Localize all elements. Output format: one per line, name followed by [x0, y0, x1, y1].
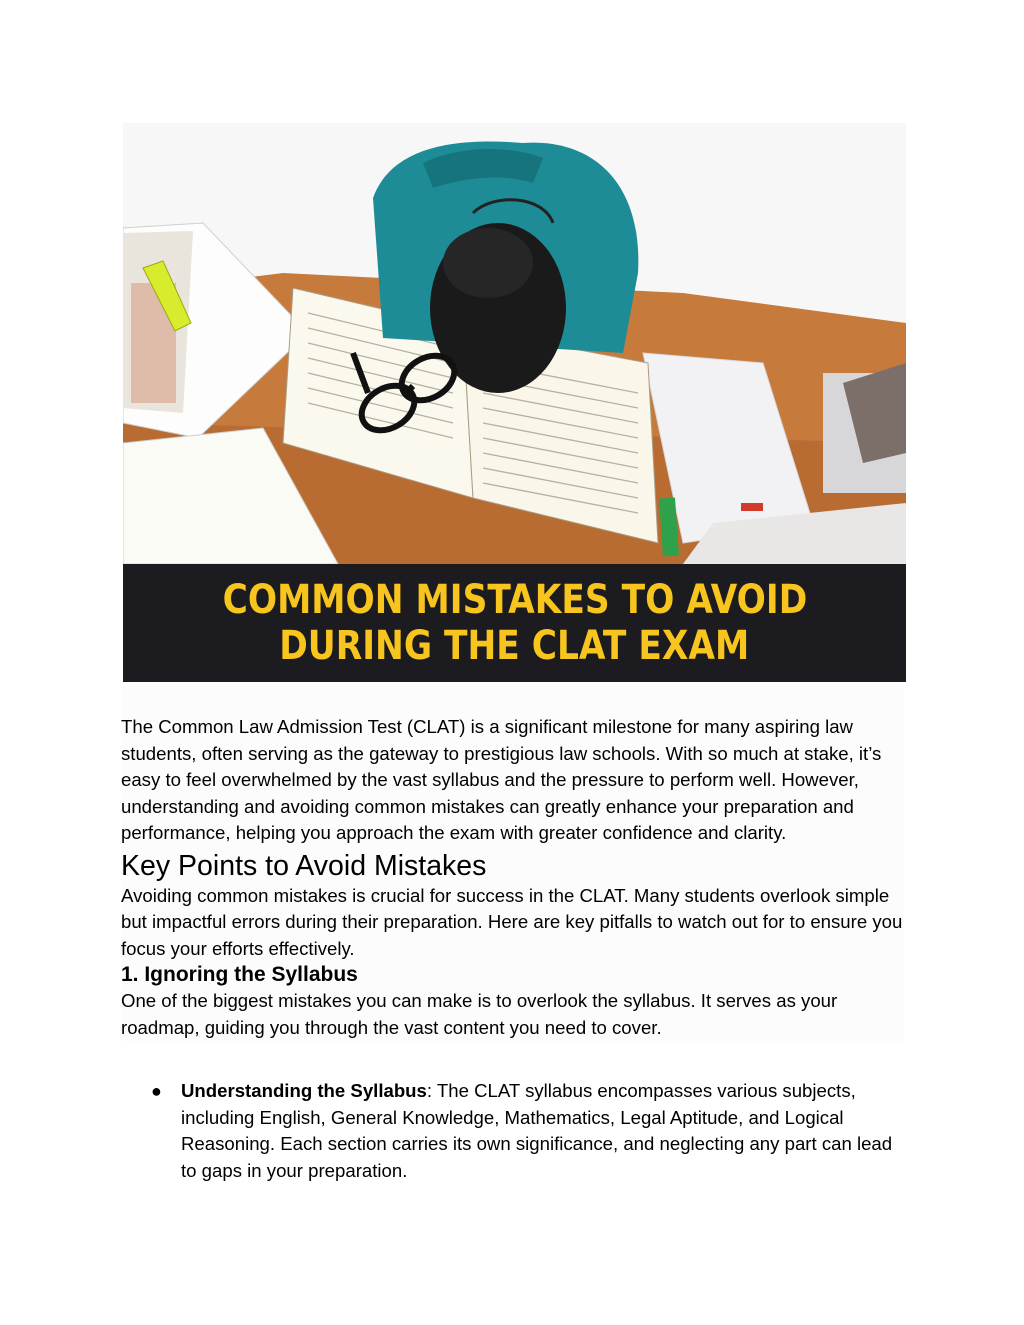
article-body	[121, 686, 904, 1041]
list-item	[121, 1078, 904, 1184]
bullet-icon: ●	[151, 1081, 162, 1101]
bullet-term: Understanding the Syllabus	[181, 1080, 427, 1101]
subsection-heading: 1. Ignoring the Syllabus	[121, 963, 358, 986]
hero-title-banner	[123, 564, 906, 682]
section-paragraph: Avoiding common mistakes is crucial for success in the CLAT. Many students overlook simple but impactful errors during their preparation. Here are key pitfalls to watch out for to ensure you focus your efforts effectively.	[121, 884, 903, 959]
bullet-list	[121, 1078, 904, 1184]
hero-title-line-1: COMMON MISTAKES TO AVOID	[222, 577, 807, 623]
hero-image	[123, 123, 906, 682]
intro-paragraph: The Common Law Admission Test (CLAT) is a significant milestone for many aspiring law students, often serving as the gateway to prestigious law schools. With so much at stake, it’s easy to feel overwhelmed by the vast syllabus and the pressure to perform well. However, understanding and avoiding common mistakes can greatly enhance your preparation and performance, helping you approach the exam with greater confidence and clarity.	[121, 716, 882, 843]
section-heading: Key Points to Avoid Mistakes	[121, 849, 487, 882]
student-sleeping-on-books-photo	[123, 123, 906, 564]
bullet-text: : The CLAT syllabus encompasses various subjects, including English, General Knowledge, Mathematics, Legal Aptitude, and Logical Reasoning. Each section carries its own significance, and neglecting any part can lead to gaps in your preparation.	[181, 1080, 893, 1181]
subsection-paragraph: One of the biggest mistakes you can make is to overlook the syllabus. It serves as your roadmap, guiding you through the vast content you need to cover.	[121, 990, 838, 1038]
hero-title-line-2: DURING THE CLAT EXAM	[279, 623, 750, 669]
